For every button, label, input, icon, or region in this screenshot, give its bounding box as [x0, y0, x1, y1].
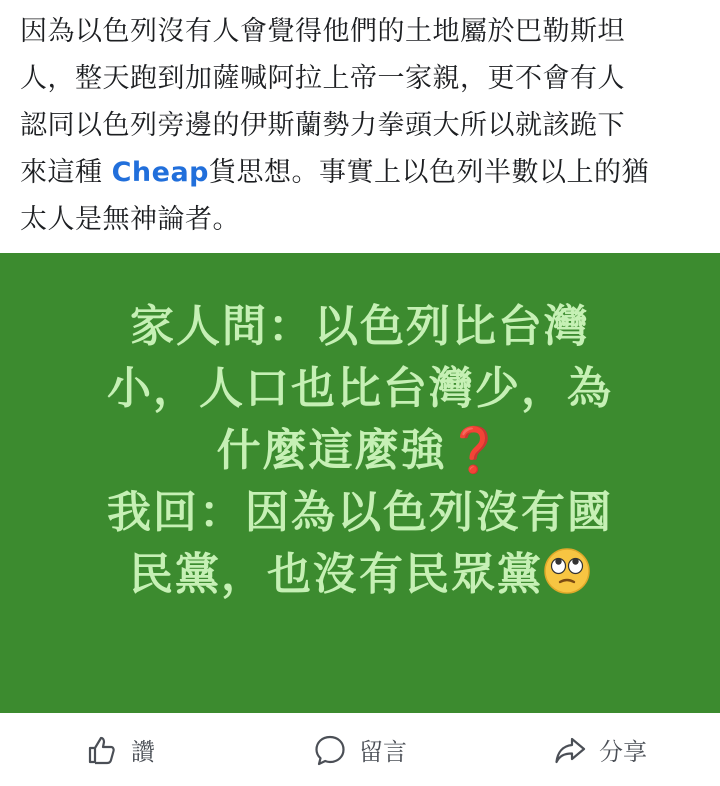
post-action-bar — [0, 713, 720, 786]
comment-label: 留言 — [359, 738, 407, 766]
post-text-fragment: 貨思想。事實上以色列半數以上的猶 — [209, 157, 649, 188]
comment-bubble-icon — [313, 733, 347, 767]
question-mark-icon: ❓ — [446, 425, 504, 476]
hashtag-link[interactable]: Cheap — [111, 157, 209, 188]
banner-line — [0, 544, 720, 606]
share-arrow-icon — [553, 733, 587, 767]
post-text-line — [20, 149, 710, 196]
post-text-fragment: 來這種 — [20, 157, 112, 188]
post-text-line: 因為以色列沒有人會覺得他們的土地屬於巴勒斯坦 — [20, 16, 625, 47]
share-label: 分享 — [599, 738, 647, 766]
banner-line — [0, 420, 720, 482]
banner-line: 小，人口也比台灣少，為 — [107, 363, 613, 414]
thumbs-up-icon — [85, 733, 119, 767]
like-button[interactable] — [0, 732, 240, 767]
comment-button[interactable] — [240, 732, 480, 767]
banner-text — [0, 296, 720, 606]
text-banner-image — [0, 253, 720, 713]
banner-text-fragment: 什麼這麼強 — [216, 425, 447, 476]
eye-roll-emoji-icon — [543, 547, 591, 595]
banner-text-fragment: 民黨，也沒有民眾黨 — [129, 549, 543, 600]
share-button[interactable] — [480, 732, 720, 767]
post-text-line: 認同以色列旁邊的伊斯蘭勢力拳頭大所以就該跪下 — [20, 110, 625, 141]
banner-line: 我回：因為以色列沒有國 — [107, 487, 613, 538]
like-label: 讚 — [131, 738, 155, 766]
banner-line: 家人問：以色列比台灣 — [130, 301, 590, 352]
post-text-line: 人，整天跑到加薩喊阿拉上帝一家親，更不會有人 — [20, 63, 625, 94]
post-text — [20, 8, 710, 243]
post-text-line: 太人是無神論者。 — [20, 204, 240, 235]
